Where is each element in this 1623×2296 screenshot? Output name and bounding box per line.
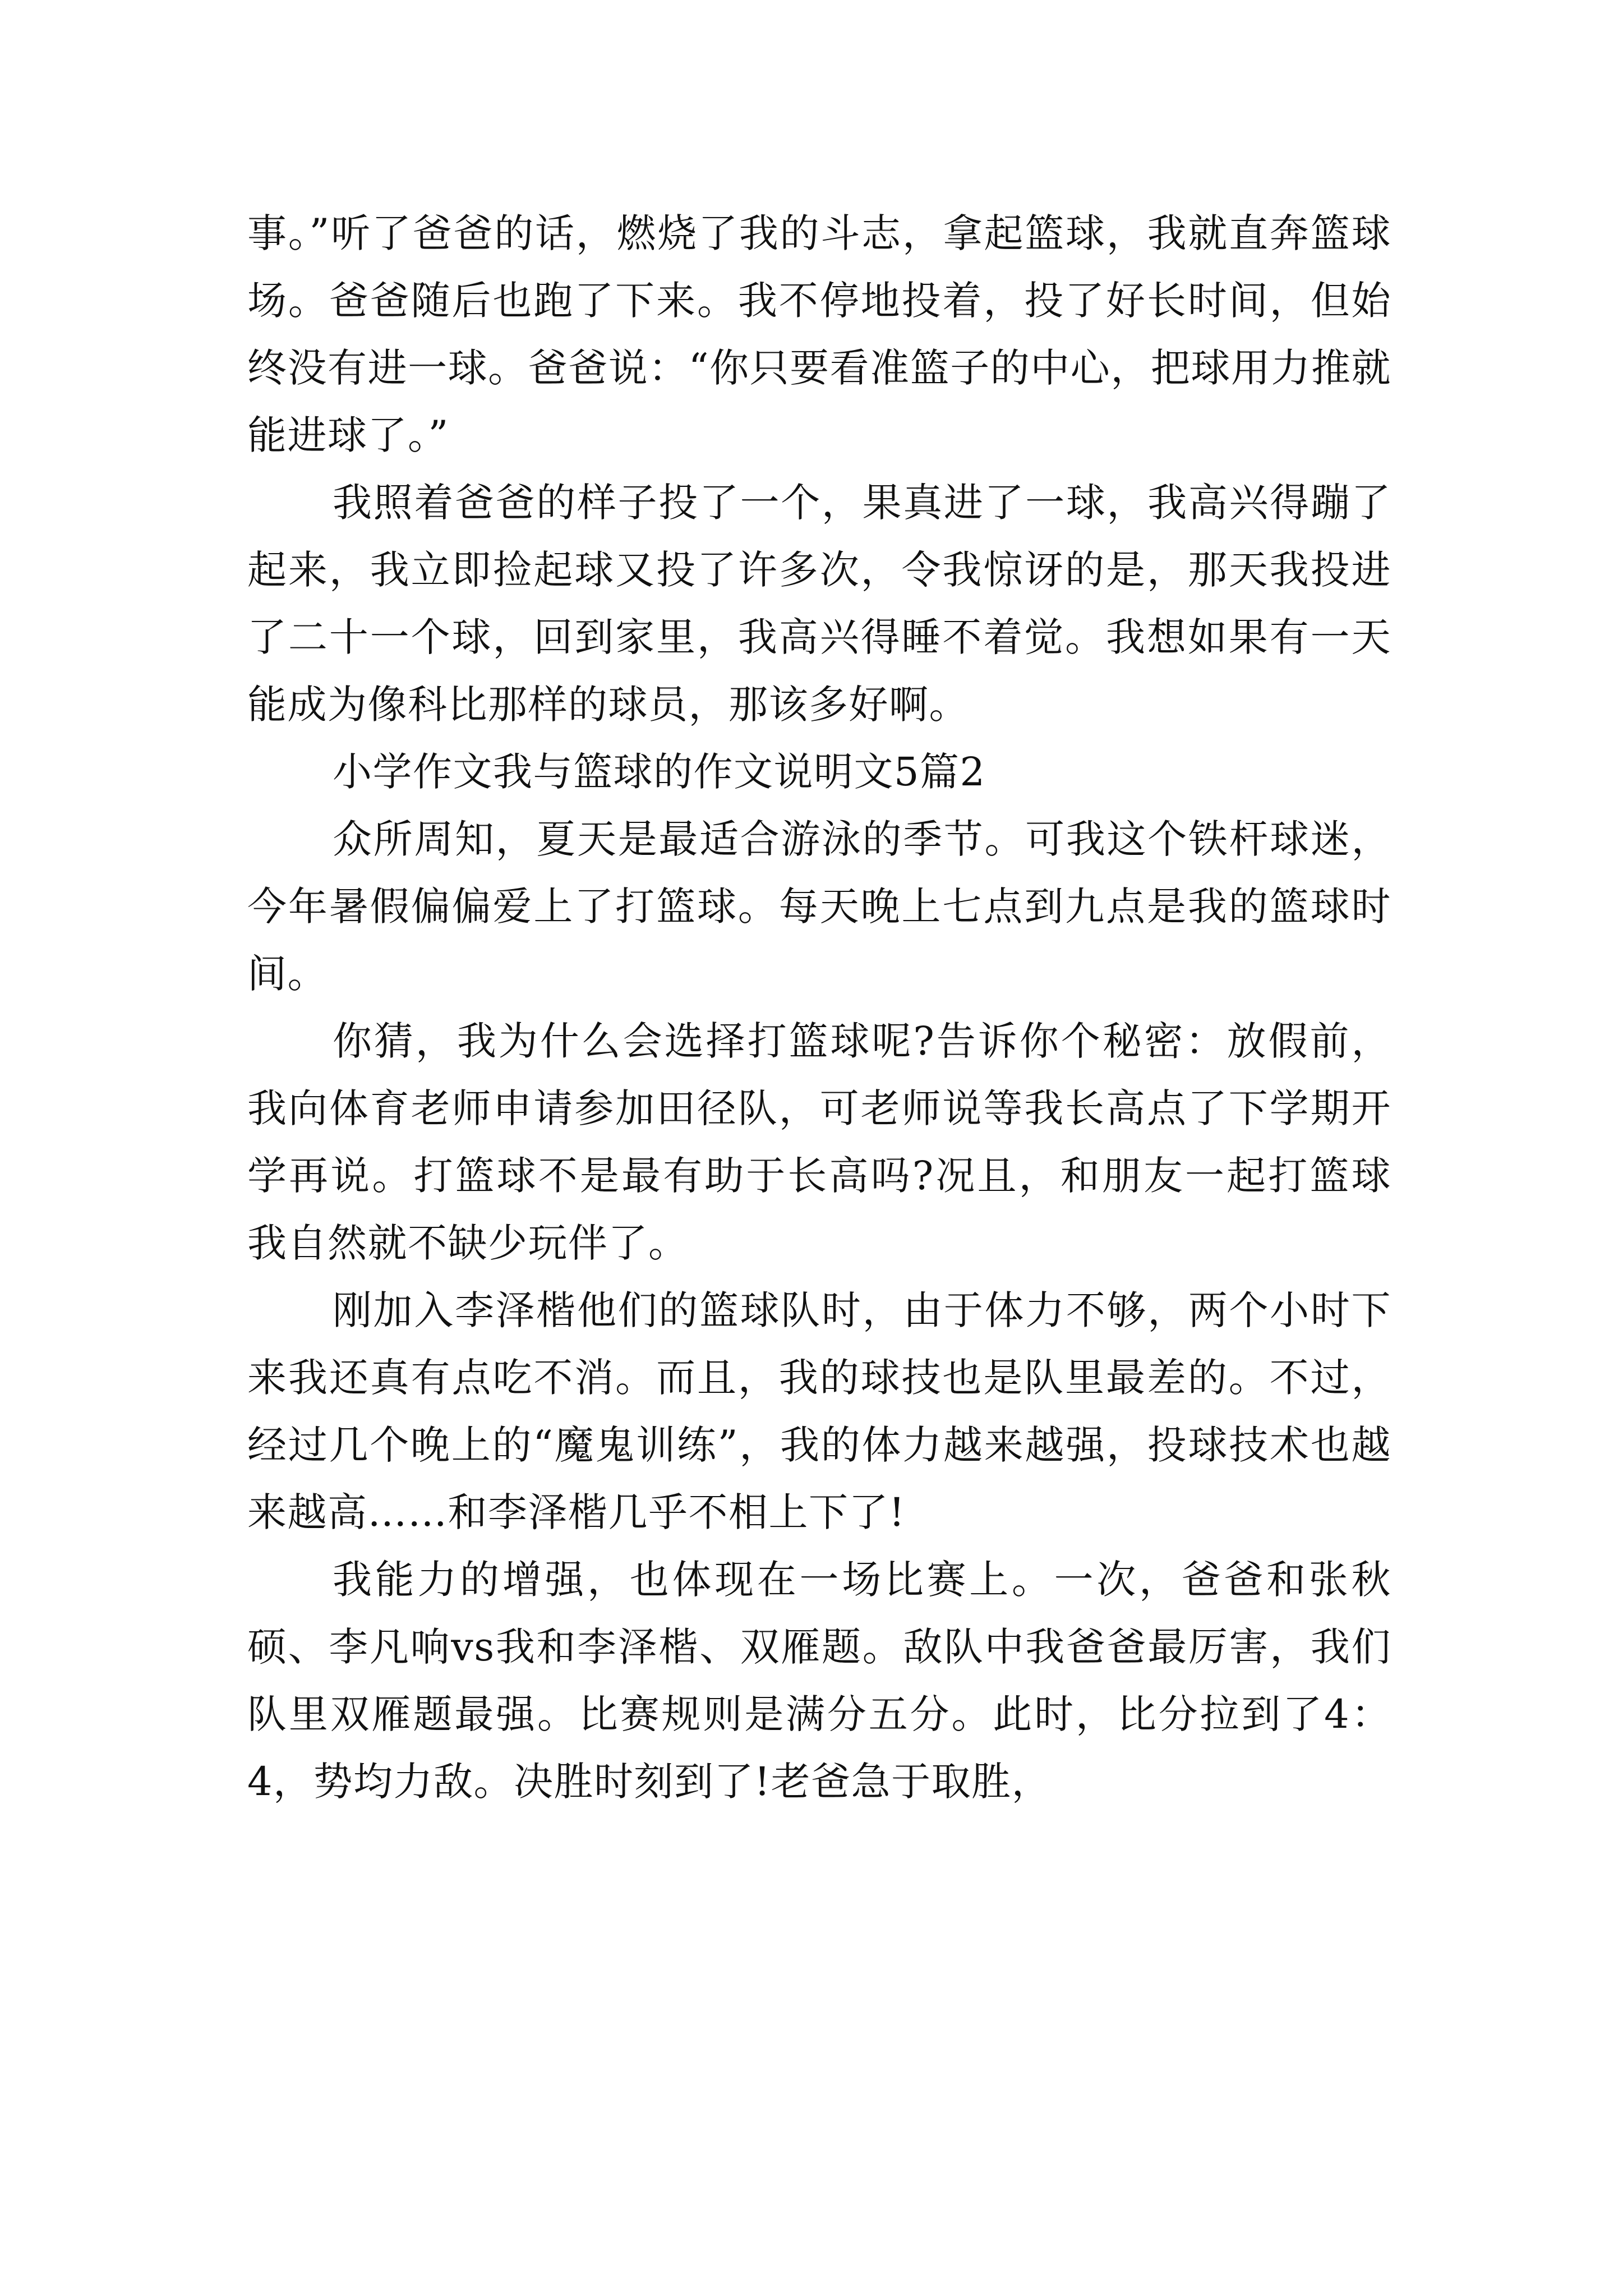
paragraph-3: 众所周知，夏天是最适合游泳的季节。可我这个铁杆球迷，今年暑假偏偏爱上了打篮球。每天晚上七点到九点是我的篮球时间。 xyxy=(247,816,1391,997)
paragraph-6: 我能力的增强，也体现在一场比赛上。一次，爸爸和张秋硕、李凡响vs我和李泽楷、双雁题。敌队中我爸爸最厉害，我们队里双雁题最强。比赛规则是满分五分。此时，比分拉到了4：4，势均力敌。决胜时刻到了!老爸急于取胜， xyxy=(247,1557,1391,1805)
paragraph-4: 你猜，我为什么会选择打篮球呢?告诉你个秘密：放假前，我向体育老师申请参加田径队，可老师说等我长高点了下学期开学再说。打篮球不是最有助于长高吗?况且，和朋友一起打篮球我自然就不缺少玩伴了。 xyxy=(247,1018,1391,1266)
article-body xyxy=(247,200,1391,1815)
section-heading: 小学作文我与篮球的作文说明文5篇2 xyxy=(333,749,986,795)
paragraph-2: 我照着爸爸的样子投了一个，果真进了一球，我高兴得蹦了起来，我立即捡起球又投了许多次，令我惊讶的是，那天我投进了二十一个球，回到家里，我高兴得睡不着觉。我想如果有一天能成为像科比那样的球员，那该多好啊。 xyxy=(247,480,1391,728)
paragraph-5: 刚加入李泽楷他们的篮球队时，由于体力不够，两个小时下来我还真有点吃不消。而且，我的球技也是队里最差的。不过，经过几个晚上的“魔鬼训练”，我的体力越来越强，投球技术也越来越高……和李泽楷几乎不相上下了! xyxy=(247,1287,1391,1535)
paragraph-1: 事。”听了爸爸的话，燃烧了我的斗志，拿起篮球，我就直奔篮球场。爸爸随后也跑了下来。我不停地投着，投了好长时间，但始终没有进一球。爸爸说：“你只要看准篮子的中心，把球用力推就能进球了。” xyxy=(247,210,1391,458)
